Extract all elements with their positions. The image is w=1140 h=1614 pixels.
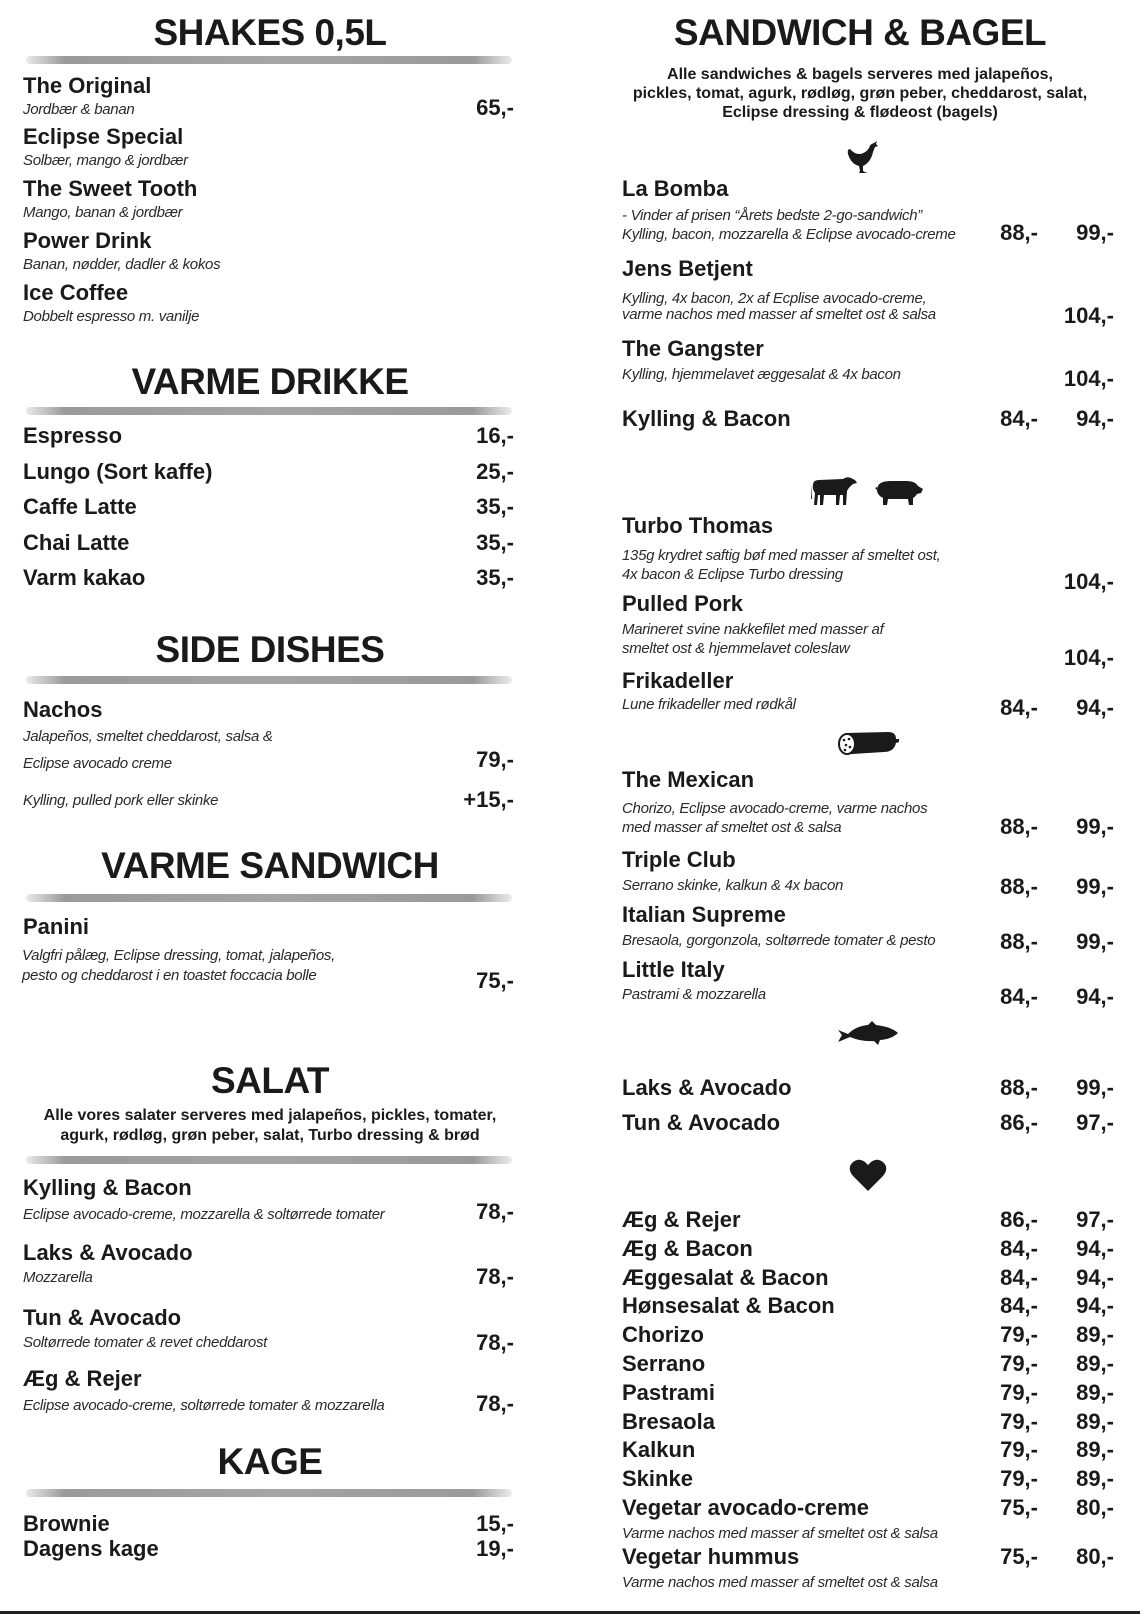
menu-item-desc: Jalapeños, smeltet cheddarost, salsa &: [23, 728, 273, 745]
menu-item-name: Laks & Avocado: [23, 1240, 193, 1265]
price-large: 94,-: [1076, 406, 1114, 431]
menu-item-desc: Kylling, hjemmelavet æggesalat & 4x bacon: [622, 366, 901, 383]
menu-item-extra: Kylling, pulled pork eller skinke: [23, 792, 219, 809]
menu-item-name: Tun & Avocado: [622, 1110, 781, 1135]
menu-item-desc: Marineret svine nakkefilet med masser af: [622, 621, 884, 638]
price-small: 79,-: [1000, 1437, 1038, 1463]
menu-item-price: 15,-: [476, 1511, 514, 1536]
sausage-icon: [836, 730, 902, 758]
menu-item-desc: Valgfri pålæg, Eclipse dressing, tomat, jalapeños,: [22, 947, 335, 964]
price-small: 75,-: [1000, 1544, 1038, 1569]
menu-item-name: Nachos: [23, 697, 103, 722]
section-title-kage: KAGE: [217, 1441, 323, 1482]
menu-item-name: Power Drink: [23, 228, 152, 253]
menu-item-name: Æggesalat & Bacon: [622, 1264, 829, 1290]
price-large: 104,-: [1063, 303, 1114, 328]
menu-item-desc: med masser af smeltet ost & salsa: [622, 819, 842, 836]
menu-item-price: 19,-: [476, 1536, 514, 1561]
menu-item-desc: Kylling, 4x bacon, 2x af Ecplise avocado-creme,: [622, 290, 927, 307]
menu-item-desc: Pastrami & mozzarella: [622, 986, 766, 1003]
menu-item-name: Kylling & Bacon: [23, 1175, 192, 1200]
heart-icon: [849, 1158, 887, 1192]
menu-item-name: Panini: [23, 914, 90, 939]
menu-item-name: Italian Supreme: [622, 902, 786, 927]
menu-item-name: Vegetar hummus: [622, 1544, 800, 1569]
menu-item-name: La Bomba: [622, 176, 729, 201]
menu-item-desc: Eclipse avocado-creme, soltørrede tomater & mozzarella: [23, 1397, 385, 1414]
section-title-varme-drikke: VARME DRIKKE: [131, 361, 409, 402]
price-large: 97,-: [1076, 1110, 1114, 1135]
fish-icon: [836, 1020, 900, 1048]
price-small: 86,-: [1000, 1207, 1038, 1232]
price-small: 75,-: [1000, 1495, 1038, 1520]
price-large: 94,-: [1076, 695, 1114, 720]
sandwich-note: Eclipse dressing & flødeost (bagels): [722, 104, 998, 121]
price-large: 99,-: [1076, 220, 1114, 245]
menu-item-name: Ice Coffee: [23, 280, 129, 305]
sandwich-note: pickles, tomat, agurk, rødløg, grøn peber, cheddarost, salat,: [632, 85, 1088, 102]
menu-item-name: Laks & Avocado: [622, 1075, 792, 1100]
price-large: 94,-: [1076, 984, 1114, 1009]
price-small: 84,-: [1000, 695, 1038, 720]
cow-icon: [811, 475, 859, 507]
menu-item-name: Eclipse Special: [23, 124, 184, 149]
menu-item-name: Skinke: [622, 1466, 693, 1492]
salat-note: agurk, rødløg, grøn peber, salat, Turbo dressing & brød: [60, 1127, 480, 1144]
price-large: 104,-: [1063, 366, 1114, 391]
menu-item-price: 78,-: [476, 1199, 514, 1224]
price-small: 84,-: [1000, 1293, 1038, 1319]
price-large: 94,-: [1076, 1264, 1114, 1290]
menu-item-name: The Original: [23, 73, 152, 98]
menu-item-desc: Bresaola, gorgonzola, soltørrede tomater & pesto: [622, 932, 936, 949]
brush-divider: [26, 1156, 512, 1164]
menu-item-name: Pastrami: [622, 1379, 715, 1405]
menu-item-desc: Kylling, bacon, mozzarella & Eclipse avocado-creme: [622, 226, 956, 243]
menu-item-desc: Eclipse avocado creme: [23, 755, 172, 772]
price-large: 104,-: [1063, 645, 1114, 670]
section-title-shakes: SHAKES 0,5L: [153, 12, 387, 53]
price-large: 99,-: [1076, 874, 1114, 899]
menu-item-desc: - Vinder af prisen “Årets bedste 2-go-sandwich”: [622, 207, 922, 224]
menu-item-desc: pesto og cheddarost i en toastet foccacia bolle: [22, 967, 317, 984]
menu-item-name: The Sweet Tooth: [23, 176, 198, 201]
menu-item-price: 25,-: [476, 459, 514, 484]
shakes-price: 65,-: [476, 95, 514, 120]
price-large: 94,-: [1076, 1235, 1114, 1261]
menu-item-name: Chorizo: [622, 1322, 704, 1348]
menu-item-name: Kylling & Bacon: [622, 406, 791, 431]
menu-item-desc: Soltørrede tomater & revet cheddarost: [23, 1334, 268, 1351]
price-small: 88,-: [1000, 814, 1038, 839]
menu-item-name: Little Italy: [622, 957, 725, 982]
menu-item-desc: Mango, banan & jordbær: [23, 204, 183, 221]
price-large: 99,-: [1076, 814, 1114, 839]
brush-divider: [26, 894, 512, 902]
price-small: 79,-: [1000, 1351, 1038, 1376]
menu-item-desc: 4x bacon & Eclipse Turbo dressing: [622, 566, 843, 583]
price-small: 79,-: [1000, 1408, 1038, 1434]
price-small: 88,-: [1000, 220, 1038, 245]
section-title-side-dishes: SIDE DISHES: [155, 629, 385, 670]
menu-item-price: 35,-: [476, 530, 514, 555]
menu-item-name: The Gangster: [622, 336, 764, 361]
menu-item-name: Brownie: [23, 1511, 110, 1536]
menu-item-name: Frikadeller: [622, 668, 734, 693]
menu-item-price: 79,-: [476, 747, 514, 772]
menu-item-name: The Mexican: [622, 767, 755, 792]
menu-item-name: Tun & Avocado: [23, 1305, 182, 1330]
menu-item-name: Æg & Rejer: [622, 1207, 741, 1232]
price-small: 88,-: [1000, 874, 1038, 899]
price-small: 88,-: [1000, 929, 1038, 954]
menu-item-price: 75,-: [476, 968, 514, 993]
menu-item-desc: Varme nachos med masser af smeltet ost & salsa: [622, 1525, 938, 1542]
menu-item-desc: Mozzarella: [23, 1269, 93, 1286]
sandwich-note: Alle sandwiches & bagels serveres med jalapeños,: [667, 66, 1053, 83]
menu-item-name: Chai Latte: [23, 530, 130, 555]
menu-item-name: Hønsesalat & Bacon: [622, 1293, 835, 1319]
brush-divider: [26, 1489, 512, 1497]
brush-divider: [26, 407, 512, 415]
menu-item-name: Serrano: [622, 1351, 706, 1376]
menu-item-name: Æg & Rejer: [23, 1366, 142, 1391]
price-large: 104,-: [1063, 569, 1114, 594]
price-large: 94,-: [1076, 1293, 1114, 1319]
menu-item-desc: Solbær, mango & jordbær: [23, 152, 188, 169]
menu-item-name: Lungo (Sort kaffe): [23, 459, 213, 484]
menu-item-desc: Eclipse avocado-creme, mozzarella & soltørrede tomater: [23, 1206, 385, 1223]
menu-item-name: Æg & Bacon: [622, 1235, 753, 1261]
section-title-sandwich-bagel: SANDWICH & BAGEL: [673, 12, 1047, 53]
pig-icon: [873, 478, 925, 506]
menu-item-name: Espresso: [23, 423, 123, 448]
menu-item-name: Caffe Latte: [23, 494, 137, 519]
price-small: 84,-: [1000, 1235, 1038, 1261]
menu-item-desc: Dobbelt espresso m. vanilje: [23, 308, 200, 325]
menu-item-price: 16,-: [476, 423, 514, 448]
menu-item-extra-price: +15,-: [463, 787, 514, 812]
price-large: 89,-: [1076, 1466, 1114, 1492]
menu-item-name: Dagens kage: [23, 1536, 159, 1561]
price-large: 89,-: [1076, 1351, 1114, 1376]
price-large: 89,-: [1076, 1437, 1114, 1463]
brush-divider: [26, 56, 512, 64]
menu-item-name: Vegetar avocado-creme: [622, 1495, 870, 1520]
price-large: 80,-: [1076, 1544, 1114, 1569]
menu-item-price: 78,-: [476, 1391, 514, 1416]
menu-item-name: Bresaola: [622, 1408, 715, 1434]
menu-item-desc: varme nachos med masser af smeltet ost & salsa: [622, 306, 936, 323]
price-large: 89,-: [1076, 1379, 1114, 1405]
menu-item-desc: Banan, nødder, dadler & kokos: [23, 256, 221, 273]
menu-item-price: 35,-: [476, 494, 514, 519]
menu-item-name: Turbo Thomas: [622, 513, 774, 538]
menu-item-name: Pulled Pork: [622, 591, 744, 616]
price-large: 89,-: [1076, 1322, 1114, 1348]
menu-item-desc: Serrano skinke, kalkun & 4x bacon: [622, 877, 844, 894]
salat-note: Alle vores salater serveres med jalapeños, pickles, tomater,: [43, 1107, 497, 1124]
price-large: 80,-: [1076, 1495, 1114, 1520]
menu-item-desc: Jordbær & banan: [23, 101, 135, 118]
menu-item-price: 78,-: [476, 1330, 514, 1355]
menu-item-desc: 135g krydret saftig bøf med masser af smeltet ost,: [622, 547, 941, 564]
menu-item-price: 35,-: [476, 565, 514, 590]
price-small: 86,-: [1000, 1110, 1038, 1135]
price-small: 84,-: [1000, 406, 1038, 431]
menu-item-desc: smeltet ost & hjemmelavet coleslaw: [622, 640, 850, 657]
brush-divider: [26, 676, 512, 684]
section-title-salat: SALAT: [210, 1060, 330, 1101]
menu-item-desc: Chorizo, Eclipse avocado-creme, varme nachos: [622, 800, 928, 817]
menu-item-price: 78,-: [476, 1264, 514, 1289]
price-small: 84,-: [1000, 984, 1038, 1009]
section-title-varme-sandwich: VARME SANDWICH: [101, 845, 439, 886]
menu-item-name: Varm kakao: [23, 565, 146, 590]
chicken-icon: [846, 140, 880, 176]
price-large: 99,-: [1076, 1075, 1114, 1100]
menu-item-name: Jens Betjent: [622, 256, 753, 281]
price-small: 79,-: [1000, 1466, 1038, 1492]
price-small: 84,-: [1000, 1264, 1038, 1290]
price-small: 79,-: [1000, 1379, 1038, 1405]
price-small: 88,-: [1000, 1075, 1038, 1100]
menu-item-desc: Lune frikadeller med rødkål: [622, 696, 796, 713]
menu-item-name: Kalkun: [622, 1437, 696, 1463]
menu-item-desc: Varme nachos med masser af smeltet ost & salsa: [622, 1574, 938, 1591]
price-large: 99,-: [1076, 929, 1114, 954]
price-small: 79,-: [1000, 1322, 1038, 1348]
menu-item-name: Triple Club: [622, 847, 736, 872]
price-large: 89,-: [1076, 1408, 1114, 1434]
price-large: 97,-: [1076, 1207, 1114, 1232]
